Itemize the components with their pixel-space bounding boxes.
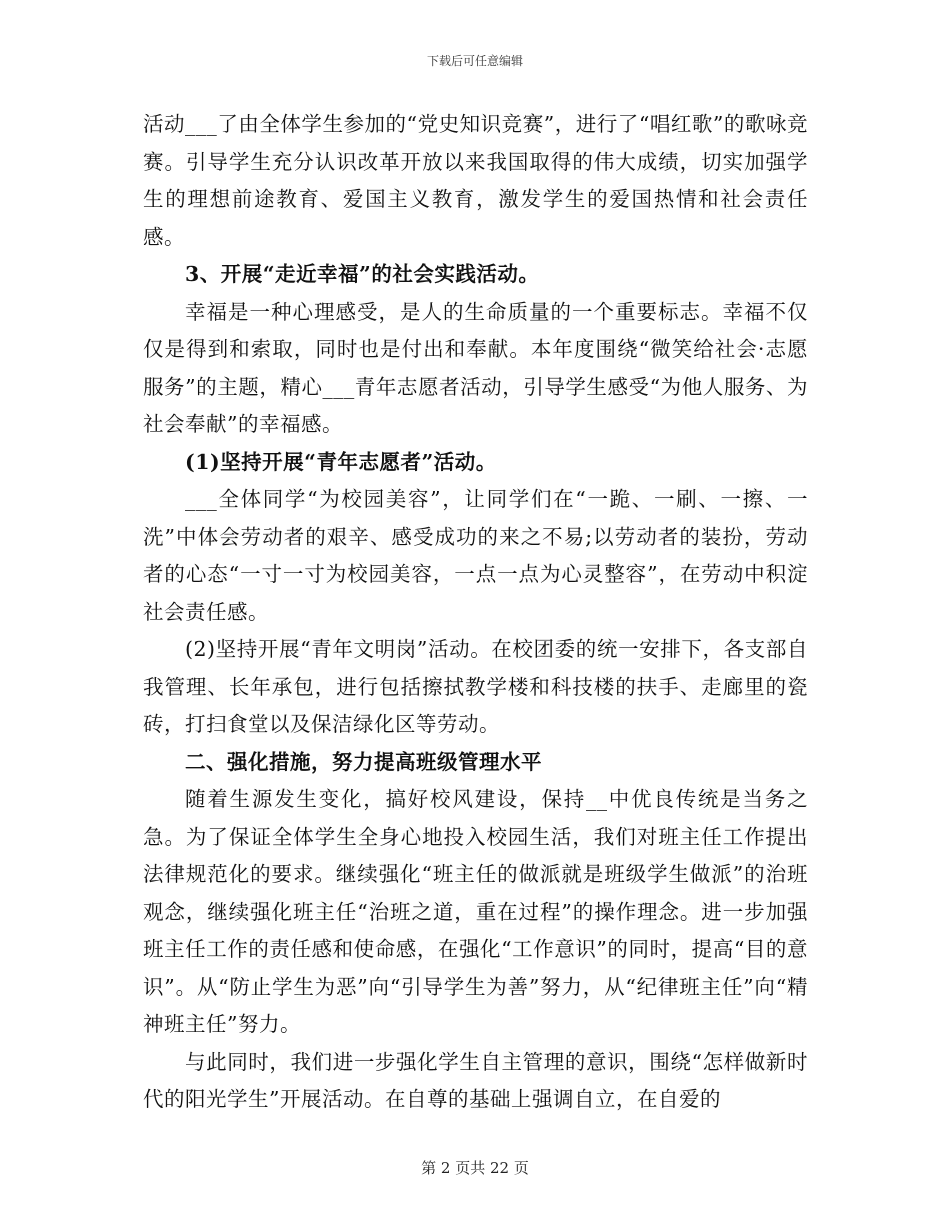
heading-social-practice: 3、开展“走近幸福”的社会实践活动。 (185, 262, 540, 286)
page-header: 下载后可任意编辑 (426, 54, 523, 68)
paragraph-activity-continuation: 活动___了由全体学生参加的“党史知识竞赛”，进行了“唱红歌”的歌咏竞赛。引导学生充分认识改革开放以来我国取得的伟大成绩，切实加强学生的理想前途教育、爱国主义教育，激发学生的爱国热情和社会责任感。 (143, 112, 808, 249)
paragraph-campus-beauty: ___全体同学“为校园美容”，让同学们在“一跪、一刷、一擦、一洗”中体会劳动者的艰辛、感受成功的来之不易;以劳动者的装扮，劳动者的心态“一寸一寸为校园美容，一点一点为心灵整容”，在劳动中积淀社会责任感。 (143, 487, 808, 624)
page-number: 第 2 页共 22 页 (421, 1159, 529, 1177)
heading-class-management: 二、强化措施，努力提高班级管理水平 (185, 749, 542, 774)
document-body (143, 106, 808, 1119)
paragraph-civilized-post: (2)坚持开展“青年文明岗”活动。在校团委的统一安排下，各支部自我管理、长年承包，进行包括擦拭教学楼和科技楼的扶手、走廊里的瓷砖，打扫食堂以及保洁绿化区等劳动。 (143, 637, 808, 736)
paragraph-happiness: 幸福是一种心理感受，是人的生命质量的一个重要标志。幸福不仅仅是得到和索取，同时也是付出和奉献。本年度围绕“微笑给社会·志愿服务”的主题，精心___青年志愿者活动，引导学生感受“为他人服务、为社会奉献”的幸福感。 (143, 299, 808, 436)
heading-youth-volunteer: (1)坚持开展“青年志愿者”活动。 (185, 449, 497, 474)
paragraph-self-management: 与此同时，我们进一步强化学生自主管理的意识，围绕“怎样做新时代的阳光学生”开展活动。在自尊的基础上强调自立，在自爱的 (143, 1049, 808, 1111)
paragraph-teacher-work: 随着生源发生变化，搞好校风建设，保持__中优良传统是当务之急。为了保证全体学生全身心地投入校园生活，我们对班主任工作提出法律规范化的要求。继续强化“班主任的做派就是班级学生做派”的治班观念，继续强化班主任“治班之道，重在过程”的操作理念。进一步加强班主任工作的责任感和使命感，在强化“工作意识”的同时，提高“目的意识”。从“防止学生为恶”向“引导学生为善”努力，从“纪律班主任”向“精神班主任”努力。 (143, 787, 808, 1036)
